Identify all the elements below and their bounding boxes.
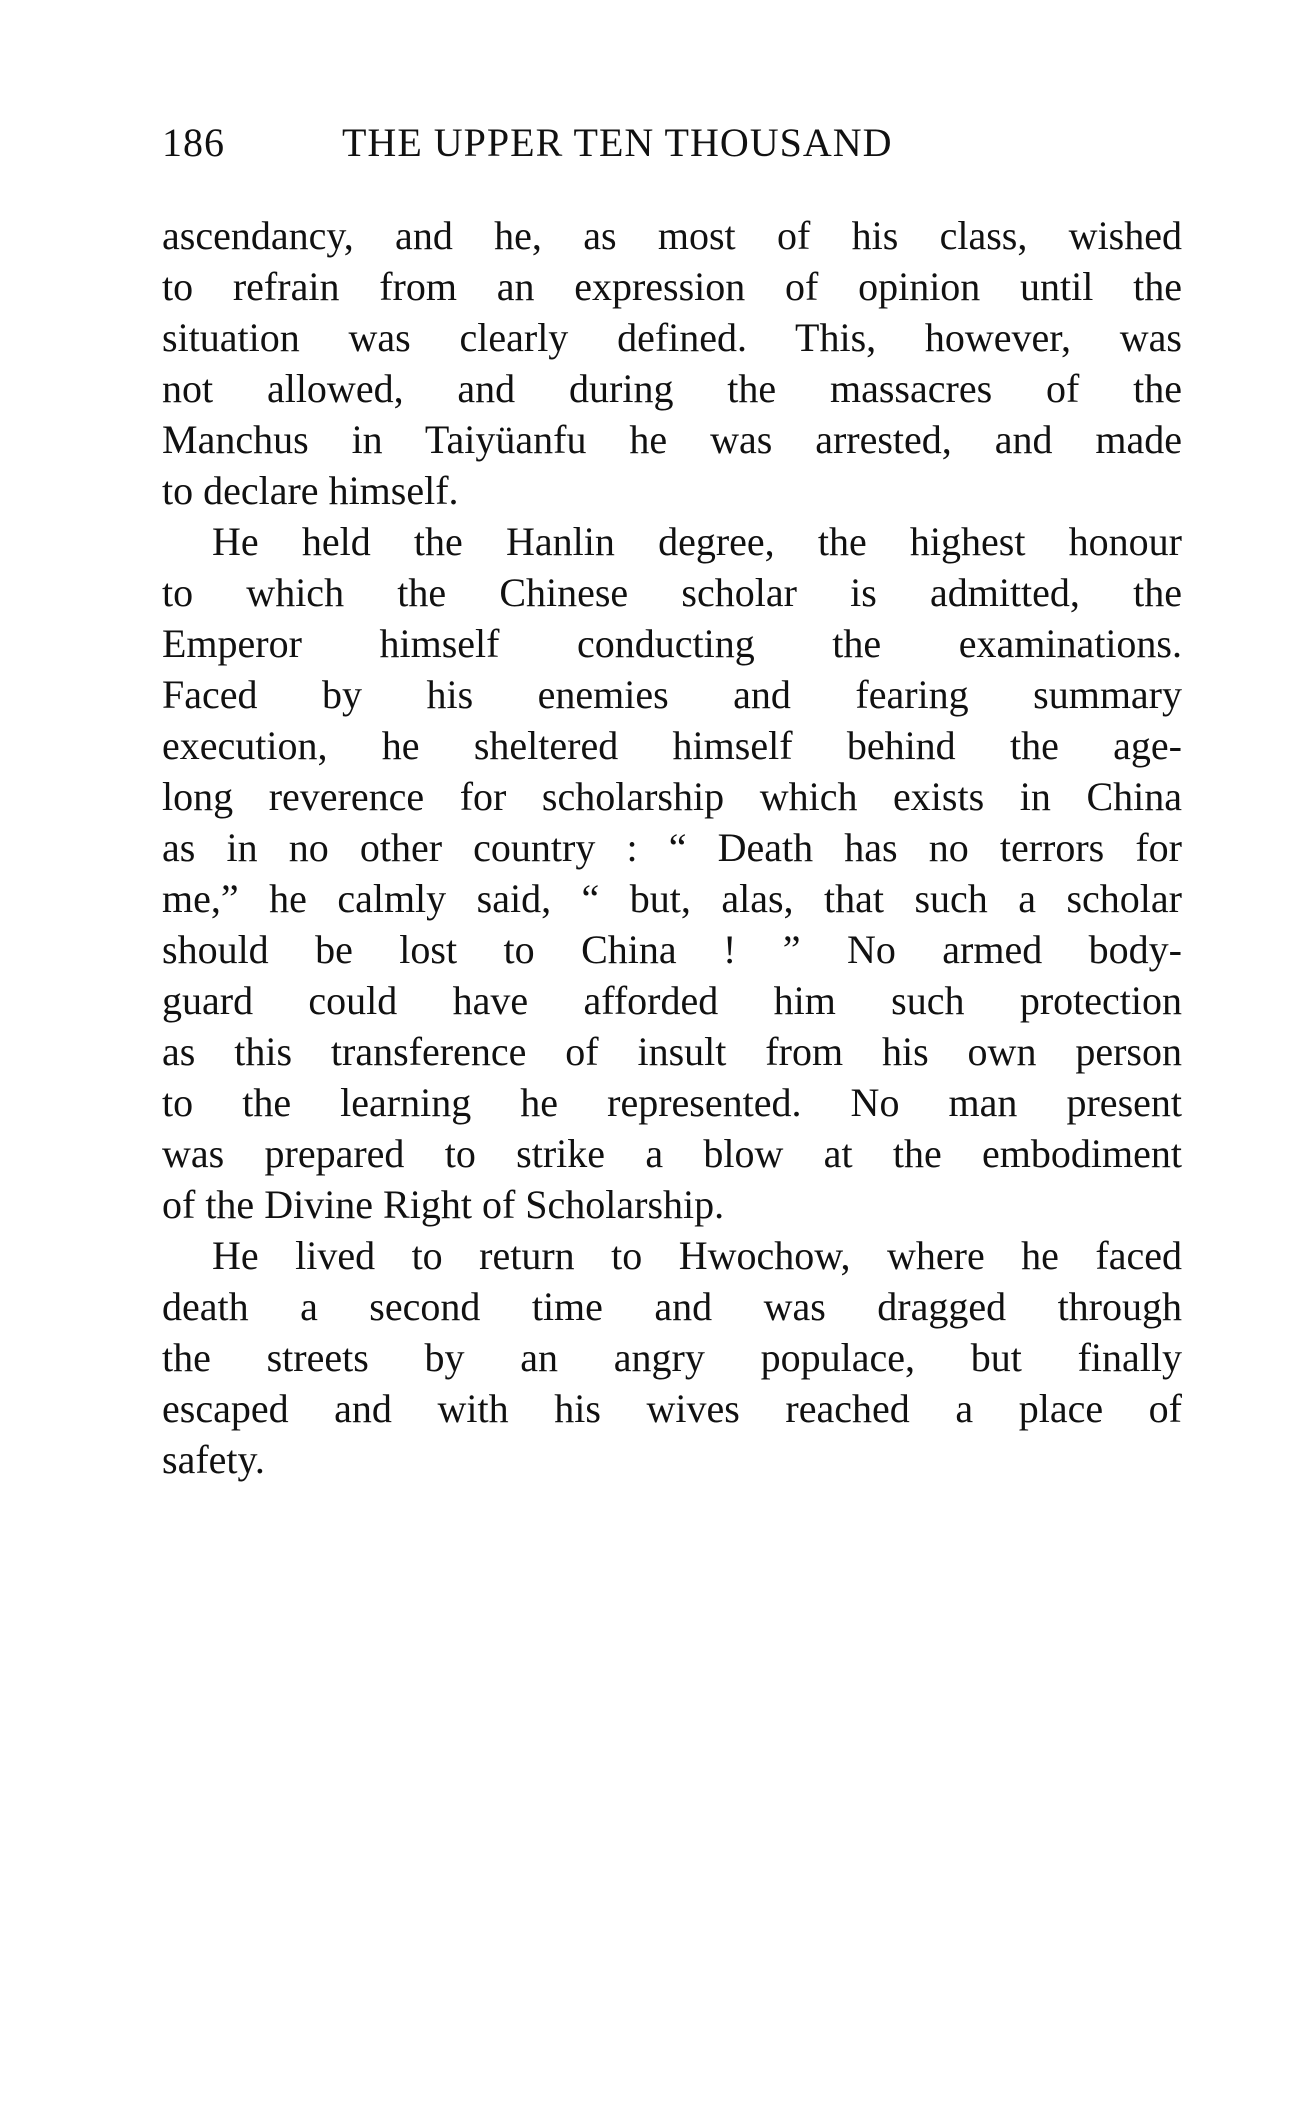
text-line: Faced by his enemies and fearing summary: [162, 672, 1182, 717]
text-line: long reverence for scholarship which exists in China: [162, 774, 1182, 819]
text-line: Manchus in Taiyüanfu he was arrested, and made: [162, 417, 1182, 462]
text-line: ascendancy, and he, as most of his class, wished: [162, 213, 1182, 258]
text-line: Emperor himself conducting the examinations.: [162, 621, 1182, 666]
text-line: as this transference of insult from his own person: [162, 1029, 1182, 1074]
text-line: to which the Chinese scholar is admitted, the: [162, 570, 1182, 615]
text-line: to declare himself.: [162, 468, 459, 513]
text-line: He lived to return to Hwochow, where he faced: [212, 1233, 1182, 1278]
running-title: THE UPPER TEN THOUSAND: [342, 120, 893, 165]
text-line: guard could have afforded him such protection: [162, 978, 1182, 1023]
text-line: execution, he sheltered himself behind the age-: [162, 723, 1182, 768]
text-line: not allowed, and during the massacres of the: [162, 366, 1182, 411]
text-line: to the learning he represented. No man present: [162, 1080, 1182, 1125]
text-line: He held the Hanlin degree, the highest honour: [212, 519, 1182, 564]
body-text: [162, 210, 1182, 1485]
text-line: situation was clearly defined. This, however, was: [162, 315, 1182, 360]
text-line: death a second time and was dragged through: [162, 1284, 1182, 1329]
paragraph-1: [162, 210, 1182, 516]
text-line: of the Divine Right of Scholarship.: [162, 1182, 725, 1227]
text-line: escaped and with his wives reached a place of: [162, 1386, 1182, 1431]
text-line: the streets by an angry populace, but finally: [162, 1335, 1182, 1380]
text-line: as in no other country : “ Death has no terrors for: [162, 825, 1182, 870]
text-line: should be lost to China ! ” No armed body-: [162, 927, 1182, 972]
text-line: was prepared to strike a blow at the embodiment: [162, 1131, 1182, 1176]
text-line: safety.: [162, 1437, 265, 1482]
running-head: [162, 118, 1182, 168]
page-number: 186: [162, 120, 225, 165]
paragraph-2: [162, 516, 1182, 1230]
text-line: to refrain from an expression of opinion until the: [162, 264, 1182, 309]
paragraph-3: [162, 1230, 1182, 1485]
text-line: me,” he calmly said, “ but, alas, that such a scholar: [162, 876, 1182, 921]
